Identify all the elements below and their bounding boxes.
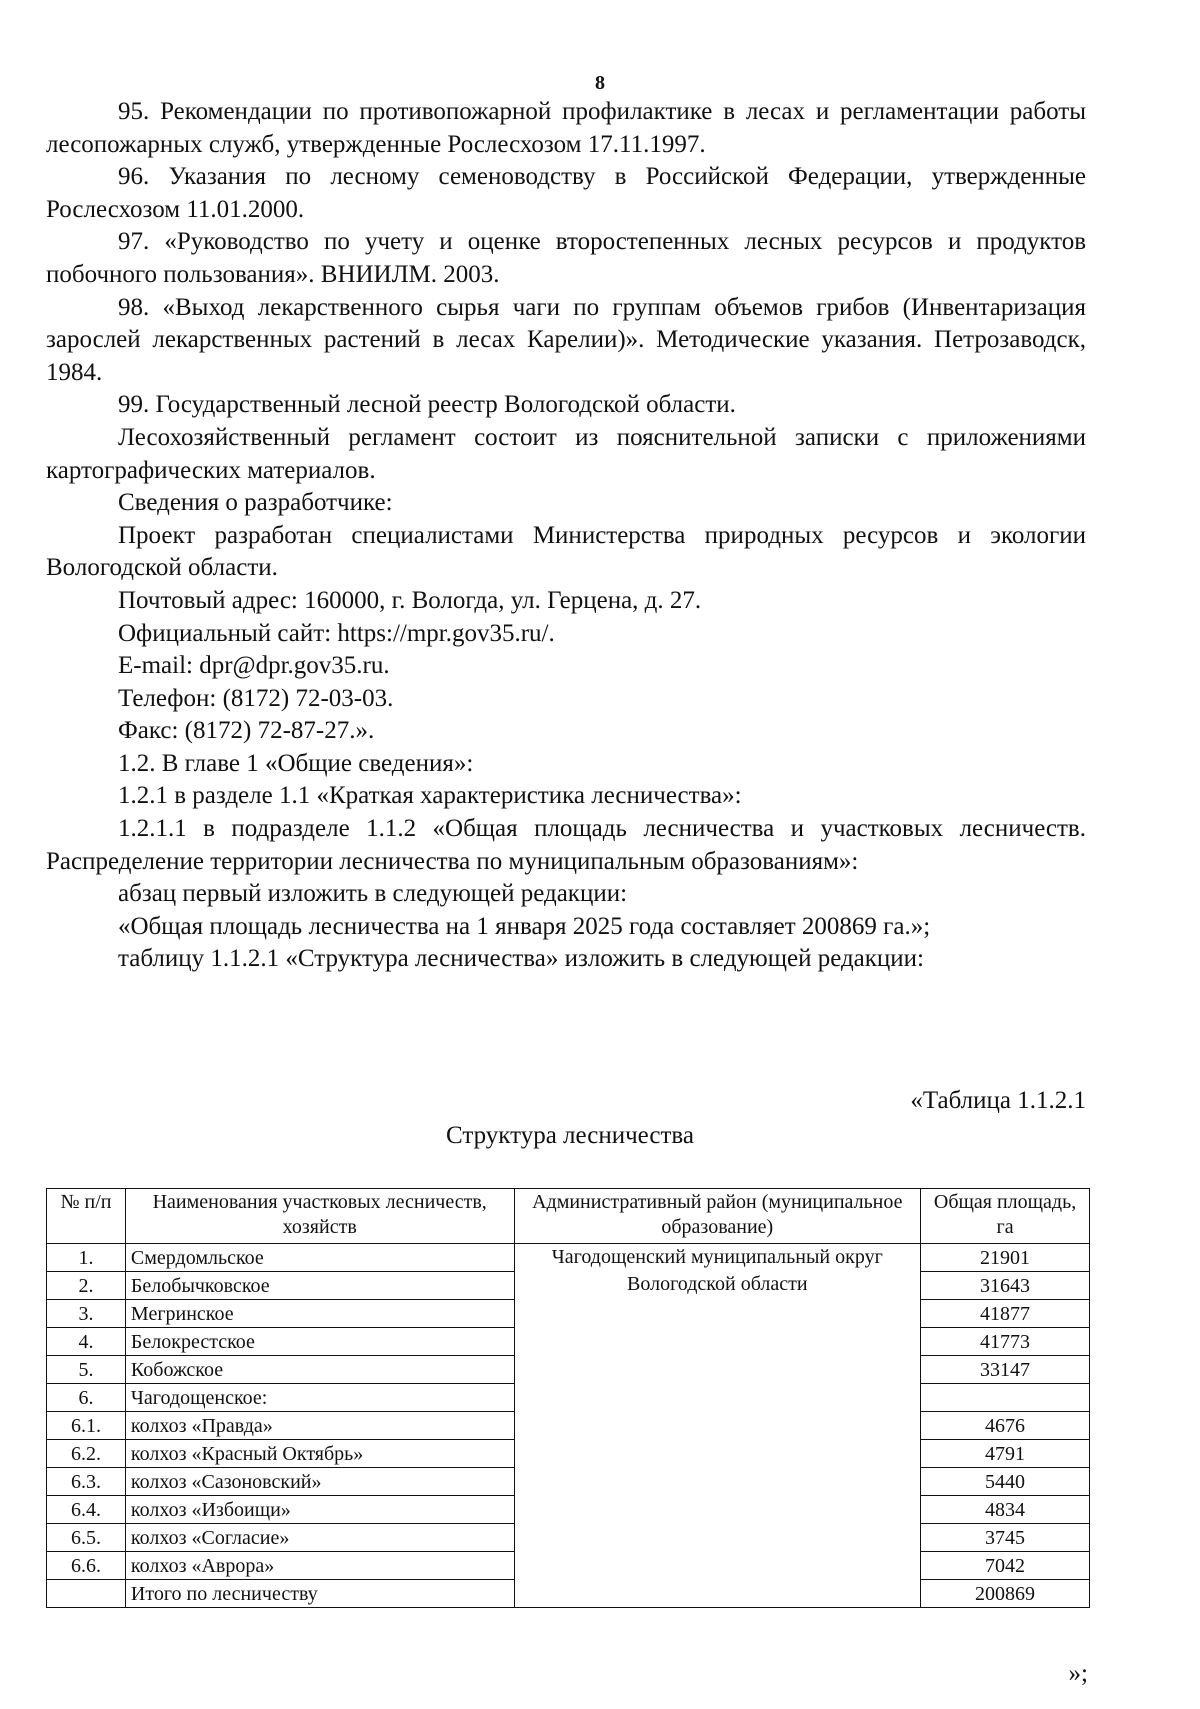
paragraph-96: 96. Указания по лесному семеноводству в Российской Федерации, утвержденные Рослесхозом 11.01.2000.	[46, 163, 1086, 223]
table-header-row	[47, 1189, 1090, 1244]
cell-area: 41877	[921, 1300, 1090, 1328]
cell-name: Кобожское	[125, 1356, 514, 1384]
cell-name: колхоз «Аврора»	[125, 1552, 514, 1580]
table-body	[47, 1244, 1090, 1608]
cell-name: колхоз «Красный Октябрь»	[125, 1440, 514, 1468]
cell-area: 4676	[921, 1412, 1090, 1440]
cell-name: Белобычковское	[125, 1272, 514, 1300]
cell-num: 2.	[47, 1272, 126, 1300]
table-caption: «Таблица 1.1.2.1	[910, 1087, 1086, 1114]
cell-num: 6.1.	[47, 1412, 126, 1440]
paragraph-1-2: 1.2. В главе 1 «Общие сведения»:	[118, 749, 474, 777]
paragraph-97: 97. «Руководство по учету и оценке второстепенных лесных ресурсов и продуктов побочного пользования». ВНИИЛМ. 2003.	[46, 228, 1086, 288]
cell-name: колхоз «Избоищи»	[125, 1496, 514, 1524]
cell-name: Итого по лесничеству	[125, 1580, 514, 1608]
cell-area: 41773	[921, 1328, 1090, 1356]
paragraph-total-area: «Общая площадь лесничества на 1 января 2025 года составляет 200869 га.»;	[118, 912, 931, 940]
cell-area: 31643	[921, 1272, 1090, 1300]
cell-name: колхоз «Согласие»	[125, 1524, 514, 1552]
paragraph-1-2-1-1: 1.2.1.1 в подразделе 1.1.2 «Общая площадь лесничества и участковых лесничеств. Распределение территории лесничества по муниципальным образованиям»:	[46, 815, 1086, 875]
paragraph-first-abzac: абзац первый изложить в следующей редакции:	[118, 880, 628, 908]
body-text	[46, 96, 1086, 976]
paragraph-95: 95. Рекомендации по противопожарной профилактике в лесах и регламентации работы лесопожарных служб, утвержденные Рослесхозом 17.11.1997.	[46, 98, 1086, 158]
paragraph-phone: Телефон: (8172) 72-03-03.	[118, 684, 394, 712]
paragraph-98: 98. «Выход лекарственного сырья чаги по группам объемов грибов (Инвентаризация зарослей лекарственных растений в лесах Карелии)». Методические указания. Петрозаводск, 1984.	[46, 293, 1086, 386]
cell-num: 6.5.	[47, 1524, 126, 1552]
cell-num: 6.	[47, 1384, 126, 1412]
cell-area: 4791	[921, 1440, 1090, 1468]
cell-num: 6.3.	[47, 1468, 126, 1496]
cell-name: колхоз «Правда»	[125, 1412, 514, 1440]
cell-area	[921, 1384, 1090, 1412]
paragraph-email: E-mail: dpr@dpr.gov35.ru.	[118, 652, 390, 680]
cell-area: 200869	[921, 1580, 1090, 1608]
forestry-structure-table	[46, 1188, 1090, 1608]
page-number: 8	[595, 72, 605, 94]
cell-num: 6.6.	[47, 1552, 126, 1580]
cell-area: 33147	[921, 1356, 1090, 1384]
cell-area: 7042	[921, 1552, 1090, 1580]
table-row	[47, 1244, 1090, 1272]
header-name: Наименования участковых лесничеств, хозяйств	[125, 1189, 514, 1244]
header-num: № п/п	[47, 1189, 126, 1244]
cell-num: 5.	[47, 1356, 126, 1384]
paragraph-regulation: Лесохозяйственный регламент состоит из пояснительной записки с приложениями картографических материалов.	[46, 423, 1086, 484]
paragraph-99: 99. Государственный лесной реестр Вологодской области.	[118, 391, 736, 419]
header-district: Административный район (муниципальное образование)	[514, 1189, 921, 1244]
cell-district: Чагодощенский муниципальный округ Вологодской области	[514, 1244, 921, 1608]
cell-area: 4834	[921, 1496, 1090, 1524]
cell-num: 1.	[47, 1244, 126, 1272]
cell-name: Белокрестское	[125, 1328, 514, 1356]
cell-name: Мегринское	[125, 1300, 514, 1328]
paragraph-website: Официальный сайт: https://mpr.gov35.ru/.	[118, 619, 555, 647]
table-title: Структура лесничества	[446, 1122, 694, 1149]
cell-num: 3.	[47, 1300, 126, 1328]
paragraph-developer-heading: Сведения о разработчике:	[118, 489, 393, 517]
header-area: Общая площадь, га	[921, 1189, 1090, 1244]
cell-area: 3745	[921, 1524, 1090, 1552]
paragraph-fax: Факс: (8172) 72-87-27.».	[118, 717, 375, 745]
cell-num: 6.2.	[47, 1440, 126, 1468]
cell-name: Смердомльское	[125, 1244, 514, 1272]
cell-name: Чагодощенское:	[125, 1384, 514, 1412]
paragraph-developer: Проект разработан специалистами Министерства природных ресурсов и экологии Вологодской области.	[46, 521, 1086, 582]
paragraph-address: Почтовый адрес: 160000, г. Вологда, ул. Герцена, д. 27.	[118, 586, 702, 614]
paragraph-1-2-1: 1.2.1 в разделе 1.1 «Краткая характеристика лесничества»:	[118, 782, 742, 810]
cell-num: 4.	[47, 1328, 126, 1356]
closing-quote: »;	[1068, 1660, 1088, 1687]
paragraph-table-intro: таблицу 1.1.2.1 «Структура лесничества» изложить в следующей редакции:	[118, 945, 925, 973]
cell-num	[47, 1580, 126, 1608]
cell-area: 21901	[921, 1244, 1090, 1272]
cell-name: колхоз «Сазоновский»	[125, 1468, 514, 1496]
cell-num: 6.4.	[47, 1496, 126, 1524]
cell-area: 5440	[921, 1468, 1090, 1496]
